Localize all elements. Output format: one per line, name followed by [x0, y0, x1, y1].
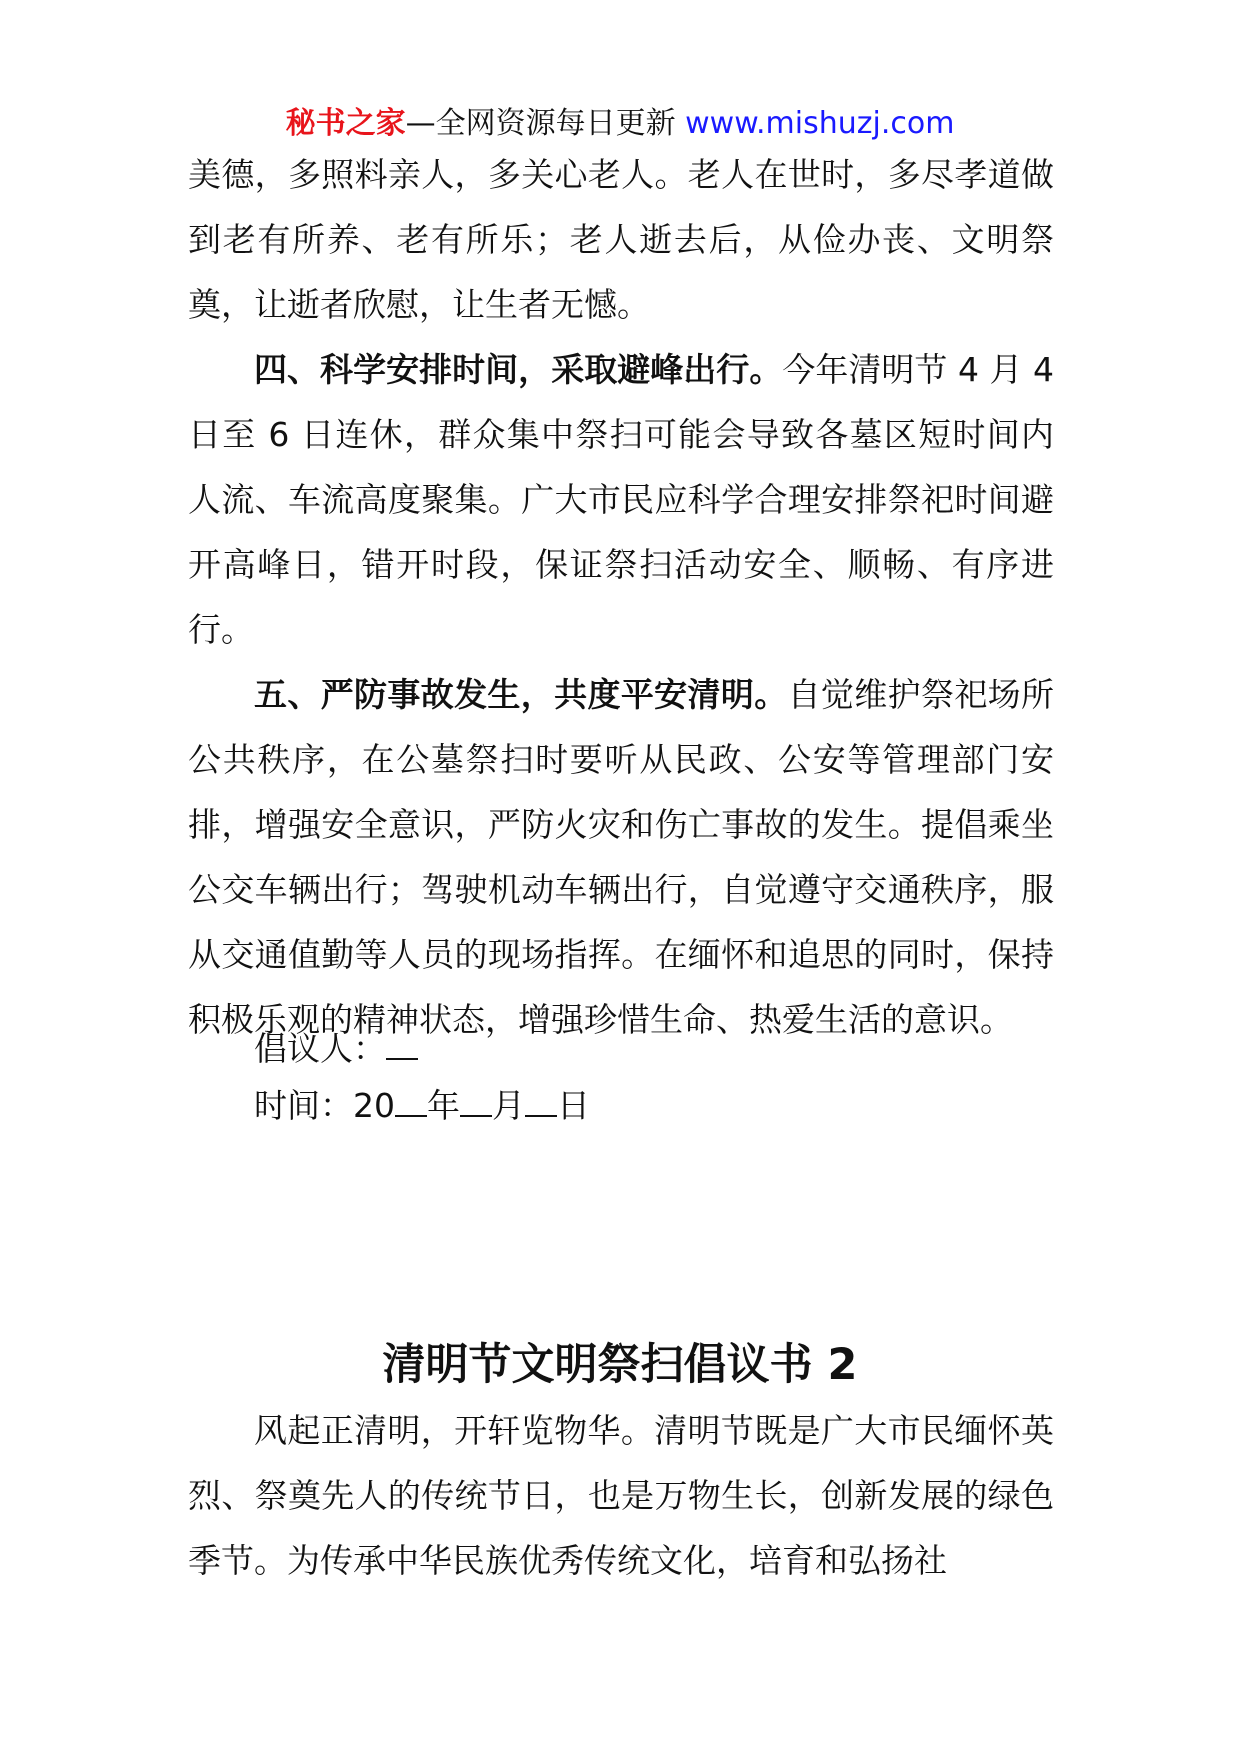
- site-header: [0, 100, 1240, 148]
- paragraph-5-heading: 五、严防事故发生，共度平安清明。: [254, 675, 788, 714]
- paragraph-5-text: 自觉维护祭祀场所公共秩序，在公墓祭扫时要听从民政、公安等管理部门安排，增强安全意识，严防火灾和伤亡事故的发生。提倡乘坐公交车辆出行；驾驶机动车辆出行，自觉遵守交通秩序，服从交通值勤等人员的现场指挥。在缅怀和追思的同时，保持积极乐观的精神状态，增强珍惜生命、热爱生活的意识。: [188, 675, 1055, 1039]
- body-section-2: [188, 1398, 1054, 1593]
- brand-name: 秘书之家: [285, 106, 406, 141]
- time-label: 时间：: [254, 1086, 353, 1125]
- site-url-link[interactable]: www.mishuzj.com: [685, 106, 955, 141]
- month-label: 月: [492, 1086, 525, 1125]
- month-blank: [460, 1087, 492, 1117]
- date-line: [254, 1073, 590, 1138]
- paragraph-5: [188, 662, 1054, 1052]
- proposer-blank: [386, 1030, 418, 1060]
- paragraph-4-heading: 四、科学安排时间，采取避峰出行。: [254, 350, 783, 389]
- section-2-title: 清明节文明祭扫倡议书 2: [382, 1340, 858, 1390]
- header-dash: —: [405, 106, 436, 141]
- paragraph-continuation: 美德，多照料亲人，多关心老人。老人在世时，多尽孝道做到老有所养、老有所乐；老人逝去后，从俭办丧、文明祭奠，让逝者欣慰，让生者无憾。: [188, 155, 1054, 324]
- body-section-1: [188, 142, 1054, 1052]
- year-prefix: 20: [353, 1086, 395, 1125]
- proposer-line: [254, 1016, 418, 1081]
- day-blank: [525, 1087, 557, 1117]
- year-label: 年: [427, 1086, 460, 1125]
- section-2-intro: 风起正清明，开轩览物华。清明节既是广大市民缅怀英烈、祭奠先人的传统节日，也是万物生长，创新发展的绿色季节。为传承中华民族优秀传统文化，培育和弘扬社: [188, 1411, 1054, 1580]
- paragraph-4-text: 今年清明节 4 月 4 日至 6 日连休，群众集中祭扫可能会导致各墓区短时间内人流、车流高度聚集。广大市民应科学合理安排祭祀时间避开高峰日，错开时段，保证祭扫活动安全、顺畅、有序进行。: [188, 350, 1054, 649]
- day-label: 日: [557, 1086, 590, 1125]
- year-blank: [395, 1087, 427, 1117]
- paragraph-4: [188, 337, 1054, 662]
- proposer-label: 倡议人：: [254, 1029, 386, 1068]
- header-tagline: 全网资源每日更新: [435, 106, 676, 141]
